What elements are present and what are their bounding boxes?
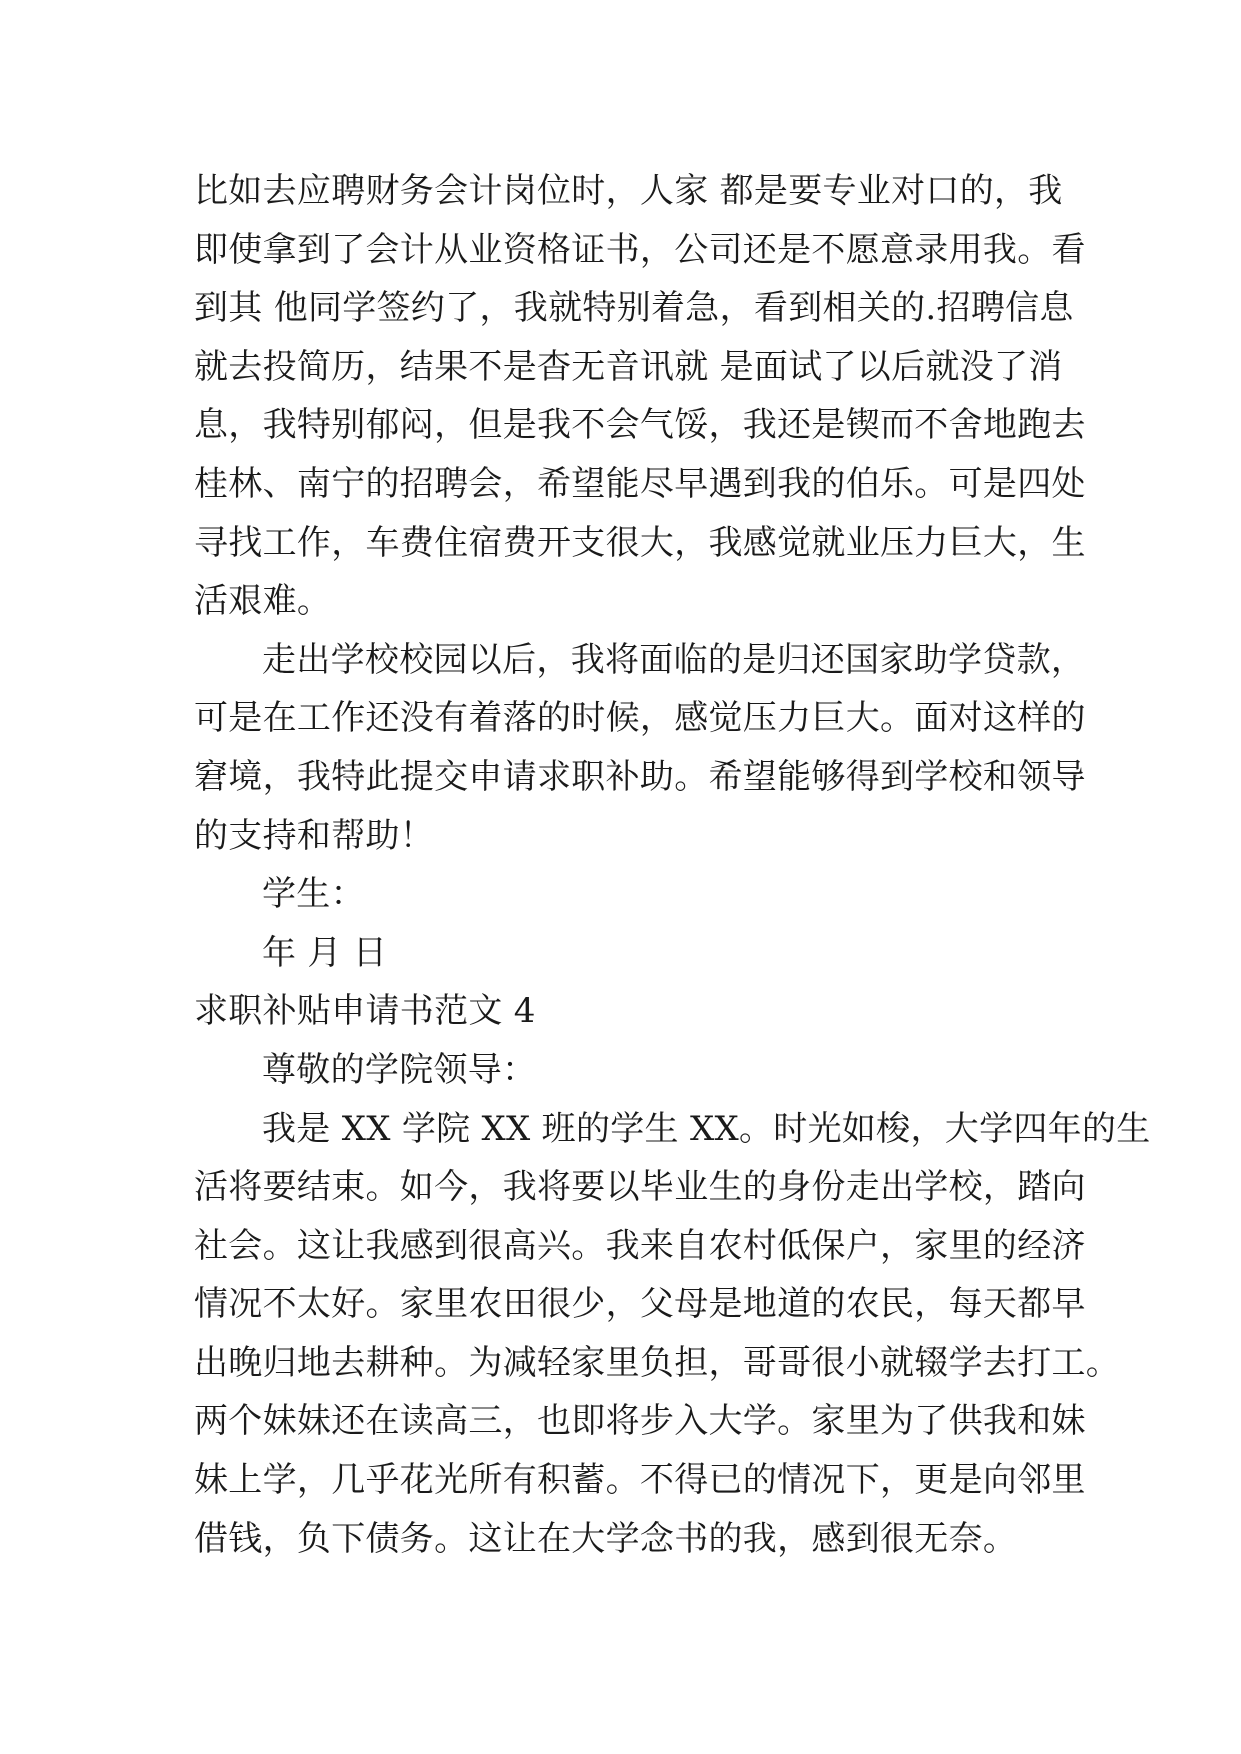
text-line: 社会。这让我感到很高兴。我来自农村低保户，家里的经济 (194, 1225, 1086, 1266)
text-line: 两个妹妹还在读高三，也即将步入大学。家里为了供我和妹 (194, 1401, 1086, 1442)
text-line: 桂林、南宁的招聘会，希望能尽早遇到我的伯乐。可是四处 (194, 463, 1086, 504)
text-line: 活艰难。 (194, 581, 332, 622)
text-line: 的支持和帮助！ (194, 815, 435, 856)
document-page (194, 162, 1151, 1568)
signature-date: 年 月 日 (262, 932, 388, 973)
text-line: 借钱，负下债务。这让在大学念书的我，感到很无奈。 (194, 1518, 1018, 1559)
salutation: 尊敬的学院领导： (262, 1049, 537, 1090)
text-line: 走出学校校园以后，我将面临的是归还国家助学贷款， (262, 639, 1086, 680)
paragraph-introduction (194, 1100, 1151, 1569)
text-line: 比如去应聘财务会计岗位时，人家 都是要专业对口的，我 (194, 171, 1063, 211)
text-line: 活将要结束。如今，我将要以毕业生的身份走出学校，踏向 (194, 1167, 1086, 1208)
text-line: 即使拿到了会计从业资格证书，公司还是不愿意录用我。看 (194, 229, 1086, 270)
text-line: 出晚归地去耕种。为减轻家里负担，哥哥很小就辍学去打工。 (194, 1342, 1121, 1383)
text-line: 情况不太好。家里农田很少，父母是地道的农民，每天都早 (194, 1284, 1086, 1325)
text-line: 窘境，我特此提交申请求职补助。希望能够得到学校和领导 (194, 756, 1086, 797)
text-line: 妹上学，几乎花光所有积蓄。不得已的情况下，更是向邻里 (194, 1460, 1086, 1501)
text-line: 我是 XX 学院 XX 班的学生 XX。时光如梭，大学四年的生 (262, 1108, 1151, 1149)
signature-student: 学生： (262, 874, 365, 915)
text-line: 可是在工作还没有着落的时候，感觉压力巨大。面对这样的 (194, 698, 1086, 739)
text-line: 寻找工作，车费住宿费开支很大，我感觉就业压力巨大，生 (194, 522, 1086, 563)
text-line: 到其 他同学签约了，我就特别着急，看到相关的.招聘信息 (194, 288, 1074, 329)
text-line: 息，我特别郁闷，但是我不会气馁，我还是锲而不舍地跑去 (194, 405, 1086, 446)
paragraph-continued (194, 162, 1094, 631)
paragraph-loan (194, 631, 1094, 865)
text-line: 就去投简历，结果不是杳无音讯就 是面试了以后就没了消 (194, 346, 1063, 387)
section-heading: 求职补贴申请书范文 4 (194, 991, 536, 1032)
